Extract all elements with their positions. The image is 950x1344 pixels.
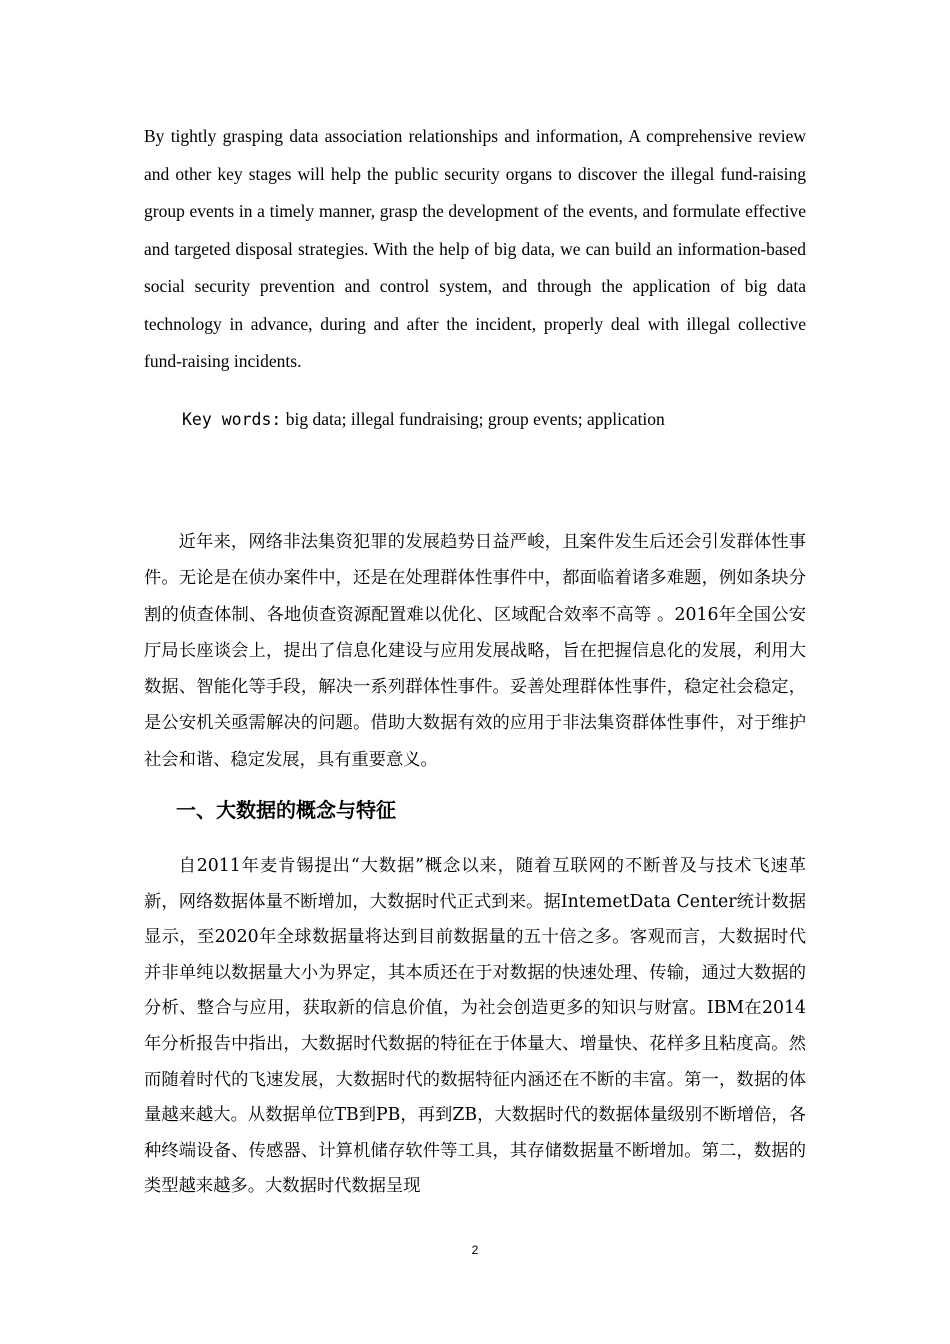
intro-paragraph: 近年来，网络非法集资犯罪的发展趋势日益严峻，且案件发生后还会引发群体性事件。无论是在侦办案件中，还是在处理群体性事件中，都面临着诸多难题，例如条块分割的侦查体制、各地侦查资源配置难以优化、区域配合效率不高等 。2016年全国公安厅局长座谈会上，提出了信息化建设与应用发展战略，旨在把握信息化的发展，利用大数据、智能化等手段，解决一系列群体性事件。妥善处理群体性事件，稳定社会稳定，是公安机关亟需解决的问题。借助大数据有效的应用于非法集资群体性事件，对于维护社会和谐、稳定发展，具有重要意义。 (144, 532, 806, 770)
page-number: 2 (471, 1243, 479, 1257)
section-paragraph: 自2011年麦肯锡提出“大数据”概念以来，随着互联网的不断普及与技术飞速革新，网络数据体量不断增加，大数据时代正式到来。据IntemetData Center统计数据显示，至2020年全球数据量将达到目前数据量的五十倍之多。客观而言，大数据时代并非单纯以数据量大小为界定，其本质还在于对数据的快速处理、传输，通过大数据的分析、整合与应用，获取新的信息价值，为社会创造更多的知识与财富。IBM在2014年分析报告中指出，大数据时代数据的特征在于体量大、增量快、花样多且粘度高。然而随着时代的飞速发展，大数据时代的数据特征内涵还在不断的丰富。第一，数据的体量越来越大。从数据单位TB到PB，再到ZB，大数据时代的数据体量级别不断增倍，各种终端设备、传感器、计算机储存软件等工具，其存储数据量不断增加。第二，数据的类型越来越多。大数据时代数据呈现 (144, 856, 806, 1197)
keywords-value: big data; illegal fundraising; group events; application (281, 409, 665, 429)
abstract-paragraph: By tightly grasping data association relationships and information, A comprehensive review and other key stages will help the public security organs to discover the illegal fund-raising group events in a timely manner, grasp the development of the events, and formulate effective and targeted disposal strategies. With the help of big data, we can build an information-based social security prevention and control system, and through the application of big data technology in advance, during and after the incident, properly deal with illegal collective fund-raising incidents. (144, 126, 806, 371)
keywords-line (182, 401, 822, 438)
keywords-label: Key words: (182, 410, 282, 429)
section-heading: 一、大数据的概念与特征 (176, 798, 396, 822)
